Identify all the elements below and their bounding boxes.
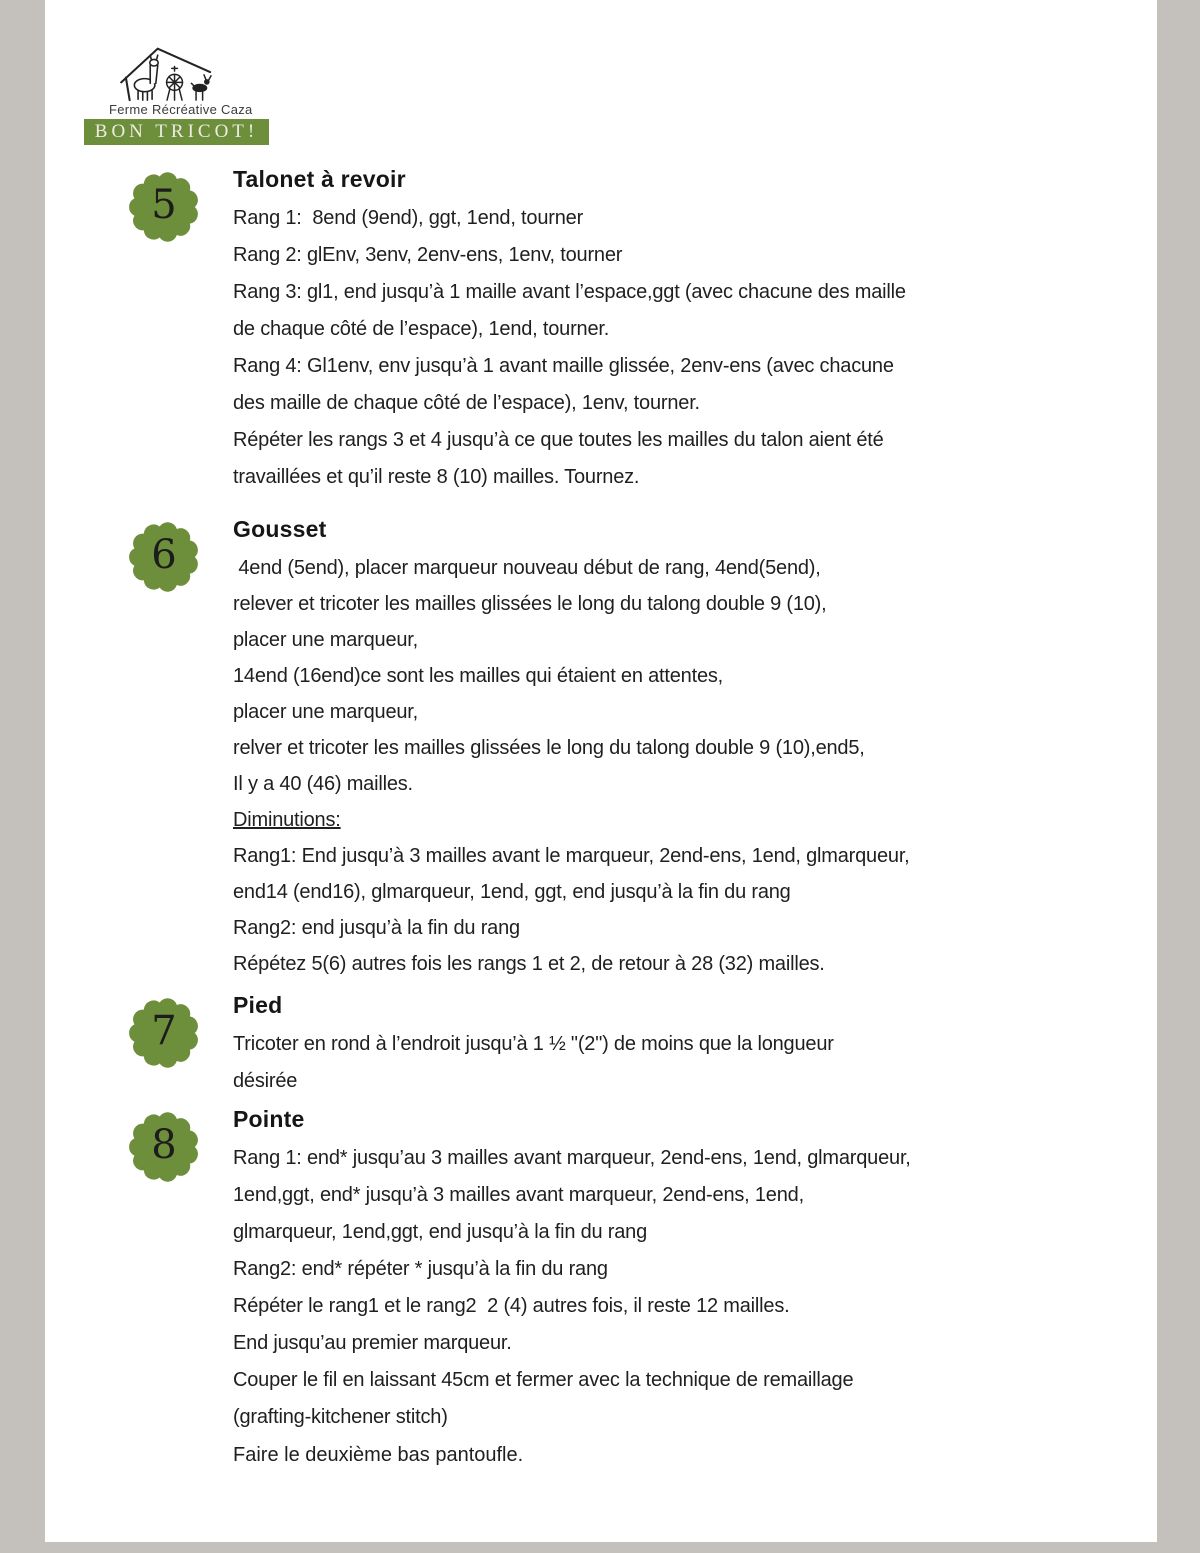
pattern-section <box>127 166 1077 496</box>
pattern-line: des maille de chaque côté de l’espace), 1env, tourner. <box>233 392 700 414</box>
section-number-badge <box>127 996 201 1070</box>
section-number-badge <box>127 1110 201 1184</box>
section-number-badge <box>127 170 201 244</box>
pattern-line: Rang 1: end* jusqu’au 3 mailles avant marqueur, 2end-ens, 1end, glmarqueur, <box>233 1147 911 1169</box>
section-number-badge <box>127 520 201 594</box>
pattern-line: glmarqueur, 1end,ggt, end jusqu’à la fin du rang <box>233 1221 648 1243</box>
section-title: Gousset <box>233 516 327 542</box>
section-lines <box>233 1140 1077 1436</box>
section-number: 5 <box>151 182 177 228</box>
pattern-line: Rang2: end* répéter * jusqu’à la fin du rang <box>233 1258 608 1280</box>
pattern-line: end14 (end16), glmarqueur, 1end, ggt, end jusqu’à la fin du rang <box>233 881 791 903</box>
pattern-line: Répéter le rang1 et le rang2 2 (4) autres fois, il reste 12 mailles. <box>233 1295 790 1317</box>
section-lines <box>233 1026 1077 1100</box>
section-lines <box>233 200 1077 496</box>
pattern-line: 1end,ggt, end* jusqu’à 3 mailles avant marqueur, 2end-ens, 1end, <box>233 1184 804 1206</box>
section-title: Pointe <box>233 1106 305 1132</box>
pattern-line: (grafting-kitchener stitch) <box>233 1406 448 1428</box>
pattern-line: Couper le fil en laissant 45cm et fermer avec la technique de remaillage <box>233 1369 854 1391</box>
section-body <box>233 1106 1077 1436</box>
pattern-line: Rang 1: 8end (9end), ggt, 1end, tourner <box>233 207 584 229</box>
pattern-line: placer une marqueur, <box>233 629 419 651</box>
pattern-line: relver et tricoter les mailles glissées le long du talong double 9 (10),end5, <box>233 737 865 759</box>
pattern-line: travaillées et qu’il reste 8 (10) mailles. Tournez. <box>233 466 640 488</box>
section-body <box>233 992 1077 1100</box>
paper-page <box>45 0 1157 1542</box>
pattern-line: placer une marqueur, <box>233 701 419 723</box>
pattern-line: End jusqu’au premier marqueur. <box>233 1332 512 1354</box>
pattern-line: Rang 4: Gl1env, env jusqu’à 1 avant maille glissée, 2env-ens (avec chacune <box>233 355 894 377</box>
pattern-line: Tricoter en rond à l’endroit jusqu’à 1 ½ "(2") de moins que la longueur <box>233 1033 834 1055</box>
pattern-section <box>127 516 1077 982</box>
pattern-line: Rang 3: gl1, end jusqu’à 1 maille avant l’espace,ggt (avec chacune des maille <box>233 281 906 303</box>
pattern-line: 14end (16end)ce sont les mailles qui étaient en attentes, <box>233 665 724 687</box>
pattern-line: Diminutions: <box>233 809 341 831</box>
spinning-wheel-icon <box>167 66 183 100</box>
section-body <box>233 166 1077 496</box>
pattern-line: relever et tricoter les mailles glissées le long du talong double 9 (10), <box>233 593 827 615</box>
alpaca-icon <box>134 55 158 100</box>
bon-tricot-banner: BON TRICOT! <box>84 119 269 145</box>
pattern-line: Il y a 40 (46) mailles. <box>233 773 413 795</box>
section-number: 6 <box>151 532 177 578</box>
section-title: Talonet à revoir <box>233 166 406 192</box>
section-number: 8 <box>151 1122 177 1168</box>
pattern-line: Rang1: End jusqu’à 3 mailles avant le marqueur, 2end-ens, 1end, glmarqueur, <box>233 845 910 867</box>
pattern-line: 4end (5end), placer marqueur nouveau début de rang, 4end(5end), <box>233 557 821 579</box>
pattern-line: Rang 2: glEnv, 3env, 2env-ens, 1env, tourner <box>233 244 623 266</box>
section-number: 7 <box>151 1008 177 1054</box>
pattern-line: Rang2: end jusqu’à la fin du rang <box>233 917 520 939</box>
section-title: Pied <box>233 992 283 1018</box>
farm-logo-icon <box>113 44 223 102</box>
pattern-section <box>127 992 1077 1100</box>
pattern-line: de chaque côté de l’espace), 1end, tourner. <box>233 318 610 340</box>
farm-name: Ferme Récréative Caza <box>109 102 253 117</box>
pattern-line: Répéter les rangs 3 et 4 jusqu’à ce que toutes les mailles du talon aient été <box>233 429 884 451</box>
footer-note: Faire le deuxième bas pantoufle. <box>233 1444 524 1466</box>
pattern-section <box>127 1106 1077 1436</box>
section-lines <box>233 550 1077 982</box>
section-body <box>233 516 1077 982</box>
farm-logo-block <box>94 44 295 145</box>
goat-icon <box>191 75 211 100</box>
pattern-line: désirée <box>233 1070 298 1092</box>
pattern-line: Répétez 5(6) autres fois les rangs 1 et 2, de retour à 28 (32) mailles. <box>233 953 825 975</box>
